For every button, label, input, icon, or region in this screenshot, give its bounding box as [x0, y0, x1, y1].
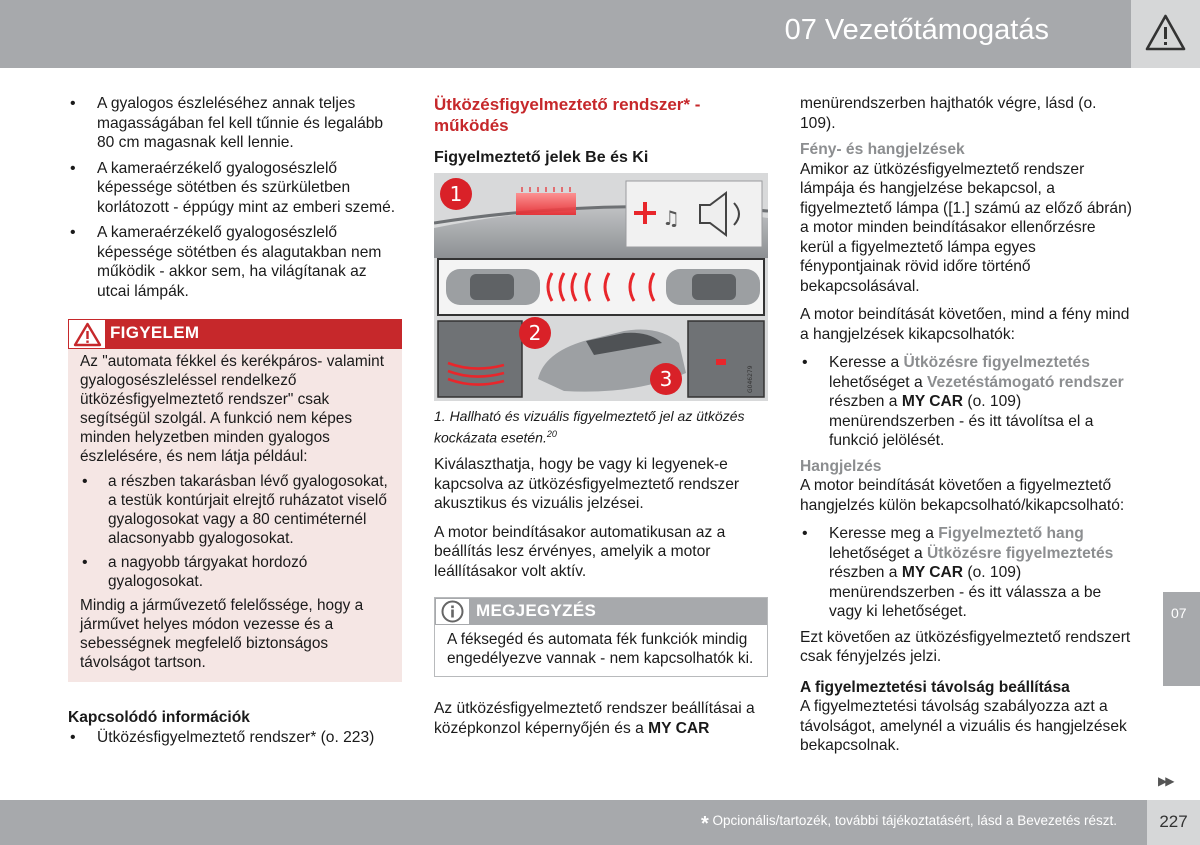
subheading: Figyelmeztető jelek Be és Ki: [434, 149, 649, 166]
warning-light-icon: [516, 193, 576, 215]
pedestrian-limits-list: [68, 94, 402, 301]
warning-triangle-icon: [1144, 13, 1187, 53]
paragraph: A motor beindítását követően a figyelmeztető hangjelzés külön bekapcsolható/kikapcsolható:: [800, 477, 1125, 514]
page-number-box: [1147, 800, 1200, 845]
list-item: • A kameraérzékelő gyalogosészlelő képessége sötétben és alagutakban nem működik - akkor sem, ha világítanak az utcai lámpák.: [68, 223, 402, 301]
list-item: • Keresse meg a Figyelmeztető hang lehetőséget a Ütközésre figyelmeztetés részben a MY CAR (o. 109) menürendszerben - és itt válassza a be vagy ki lehetőséget.: [800, 524, 1132, 622]
paragraph: A motor beindítását követően, mind a fény mind a hangjelzések kikapcsolhatók:: [800, 306, 1130, 343]
menu-option: Ütközésre figyelmeztetés: [926, 544, 1114, 562]
light-sound-heading: Fény- és hangjelzések: [800, 141, 965, 158]
my-car-keyword: MY CAR: [901, 564, 964, 581]
footer-note: * Opcionális/tartozék, további tájékoztatásért, lásd a Bevezetés részt.: [700, 813, 1117, 835]
paragraph: A motor beindításakor automatikusan az a beállítás lesz érvényes, amelyik a motor leállításakor volt aktív.: [434, 523, 726, 580]
warning-header: [68, 319, 402, 349]
note-title: MEGJEGYZÉS: [476, 601, 597, 621]
list-item: • a részben takarásban lévő gyalogosokat, a testük kontúrjait elrejtő ruházatot viselő gyalogosokat vagy a 80 centiméternél alacsonyabb gyalogosokat.: [80, 472, 388, 548]
related-heading: Kapcsolódó információk: [68, 709, 250, 726]
note-box: [434, 597, 768, 677]
footnote-ref: 20: [546, 428, 557, 439]
list-item: • Keresse a Ütközésre figyelmeztetés lehetőséget a Vezetéstámogató rendszer részben a MY CAR (o. 109) menürendszerben - és itt távolítsa el a funkció jelölését.: [800, 353, 1132, 451]
column-right: [800, 94, 1132, 756]
warning-intro: Az "automata fékkel és kerékpáros- valamint gyalogosészleléssel rendelkező ütközésfigyelmeztető rendszer" csak segítségül szolgál. A funkció nem képes minden helyzetben minden gyalogos észlelésére, és nem látja például:: [80, 353, 385, 465]
related-list: [68, 728, 402, 748]
header-bar: [0, 0, 1131, 68]
warning-title: FIGYELEM: [110, 323, 200, 342]
column-middle: [434, 94, 768, 738]
figure-caption: [434, 407, 768, 447]
illustration-figure: [434, 173, 768, 401]
label-3: [650, 363, 682, 395]
warning-outro: Mindig a járművezető felelőssége, hogy a járművet helyes módon vezesse és a sebességnek megfelelő biztonságos távolságot tartson.: [80, 597, 364, 671]
info-icon-box: [435, 598, 470, 625]
label-2: [519, 317, 551, 349]
label-1: [440, 178, 472, 210]
paragraph: A figyelmeztetési távolság szabályozza azt a távolságot, amelynél a vizuális és hangjelzések bekapcsolnak.: [800, 698, 1127, 754]
section-title: Ütközésfigyelmeztető rendszer* - működés: [434, 95, 701, 135]
page-number: 227: [1159, 812, 1188, 831]
sound-heading: Hangjelzés: [800, 457, 882, 475]
chapter-number: 07: [1171, 605, 1187, 621]
figure-code: G046279: [747, 364, 754, 393]
paragraph: Az ütközésfigyelmeztető rendszer beállításai a középkonzol képernyőjén és a MY CAR: [434, 700, 755, 737]
my-car-keyword: MY CAR: [901, 393, 964, 410]
menu-option: Ütközésre figyelmeztetés: [903, 354, 1090, 371]
light-sound-steps: [800, 353, 1132, 451]
svg-text:2: 2: [528, 320, 542, 345]
info-icon: [436, 599, 469, 624]
my-car-keyword: MY CAR: [648, 719, 710, 737]
continue-arrows-icon: ▶▶: [1158, 774, 1173, 788]
paragraph: Amikor az ütközésfigyelmeztető rendszer lámpája és hangjelzése bekapcsol, a figyelmeztető lámpa ([1.] számú az előző ábrán) a motor minden beindításakor ellenőrzésre kerül a figyelmeztető lámpa egyes fénypontjainak rövid időre történő bekapcsolásával.: [800, 160, 1132, 295]
list-item: • A gyalogos észleléséhez annak teljes magasságában fel kell tűnnie és legalább 80 cm magasnak kell lennie.: [68, 94, 402, 153]
menu-option: Vezetéstámogató rendszer: [926, 373, 1124, 391]
paragraph: Ezt követően az ütközésfigyelmeztető rendszert csak fényjelzés jelzi.: [800, 628, 1131, 665]
sound-steps: [800, 524, 1132, 622]
music-note-icon: ♫: [662, 205, 680, 230]
warning-icon: [73, 322, 102, 347]
chapter-title: 07 Vezetőtámogatás: [784, 14, 1049, 46]
list-item: • a nagyobb tárgyakat hordozó gyalogosokat.: [80, 553, 388, 591]
asterisk: *: [700, 813, 709, 835]
footer-bar: [0, 800, 1147, 845]
warning-list: [80, 472, 388, 591]
menu-option: Figyelmeztető hang: [938, 525, 1084, 542]
caption-text: 1. Hallható és vizuális figyelmeztető jel az ütközés kockázata esetén.: [434, 407, 745, 446]
car-rear-icon: [446, 269, 540, 305]
svg-text:1: 1: [449, 181, 463, 206]
note-body: A féksegéd és automata fék funkciók mindig engedélyezve vannak - nem kapcsolhatók ki.: [447, 631, 754, 668]
paragraph: menürendszerben hajthatók végre, lásd (o. 109).: [800, 95, 1097, 132]
warning-triangle-box: [1131, 0, 1200, 68]
car-front-icon: [666, 269, 760, 305]
list-item: • A kameraérzékelő gyalogosészlelő képessége sötétben és szürkületben korlátozott - éppúgy mint az emberi szemé.: [68, 159, 402, 218]
chapter-side-tab[interactable]: [1163, 592, 1200, 686]
warning-box: [68, 319, 402, 682]
distance-heading: A figyelmeztetési távolság beállítása: [800, 678, 1070, 696]
warning-icon-box: [68, 319, 106, 349]
related-link[interactable]: • Ütközésfigyelmeztető rendszer* (o. 223): [68, 728, 402, 748]
collision-warning-illustration: [434, 173, 768, 401]
note-header: [435, 598, 767, 625]
svg-text:3: 3: [659, 366, 673, 391]
column-left: [68, 94, 402, 753]
warning-body: [68, 349, 402, 682]
paragraph: Kiválaszthatja, hogy be vagy ki legyenek-e kapcsolva az ütközésfigyelmeztető rendszer akusztikus és vizuális jelzései.: [434, 456, 740, 513]
